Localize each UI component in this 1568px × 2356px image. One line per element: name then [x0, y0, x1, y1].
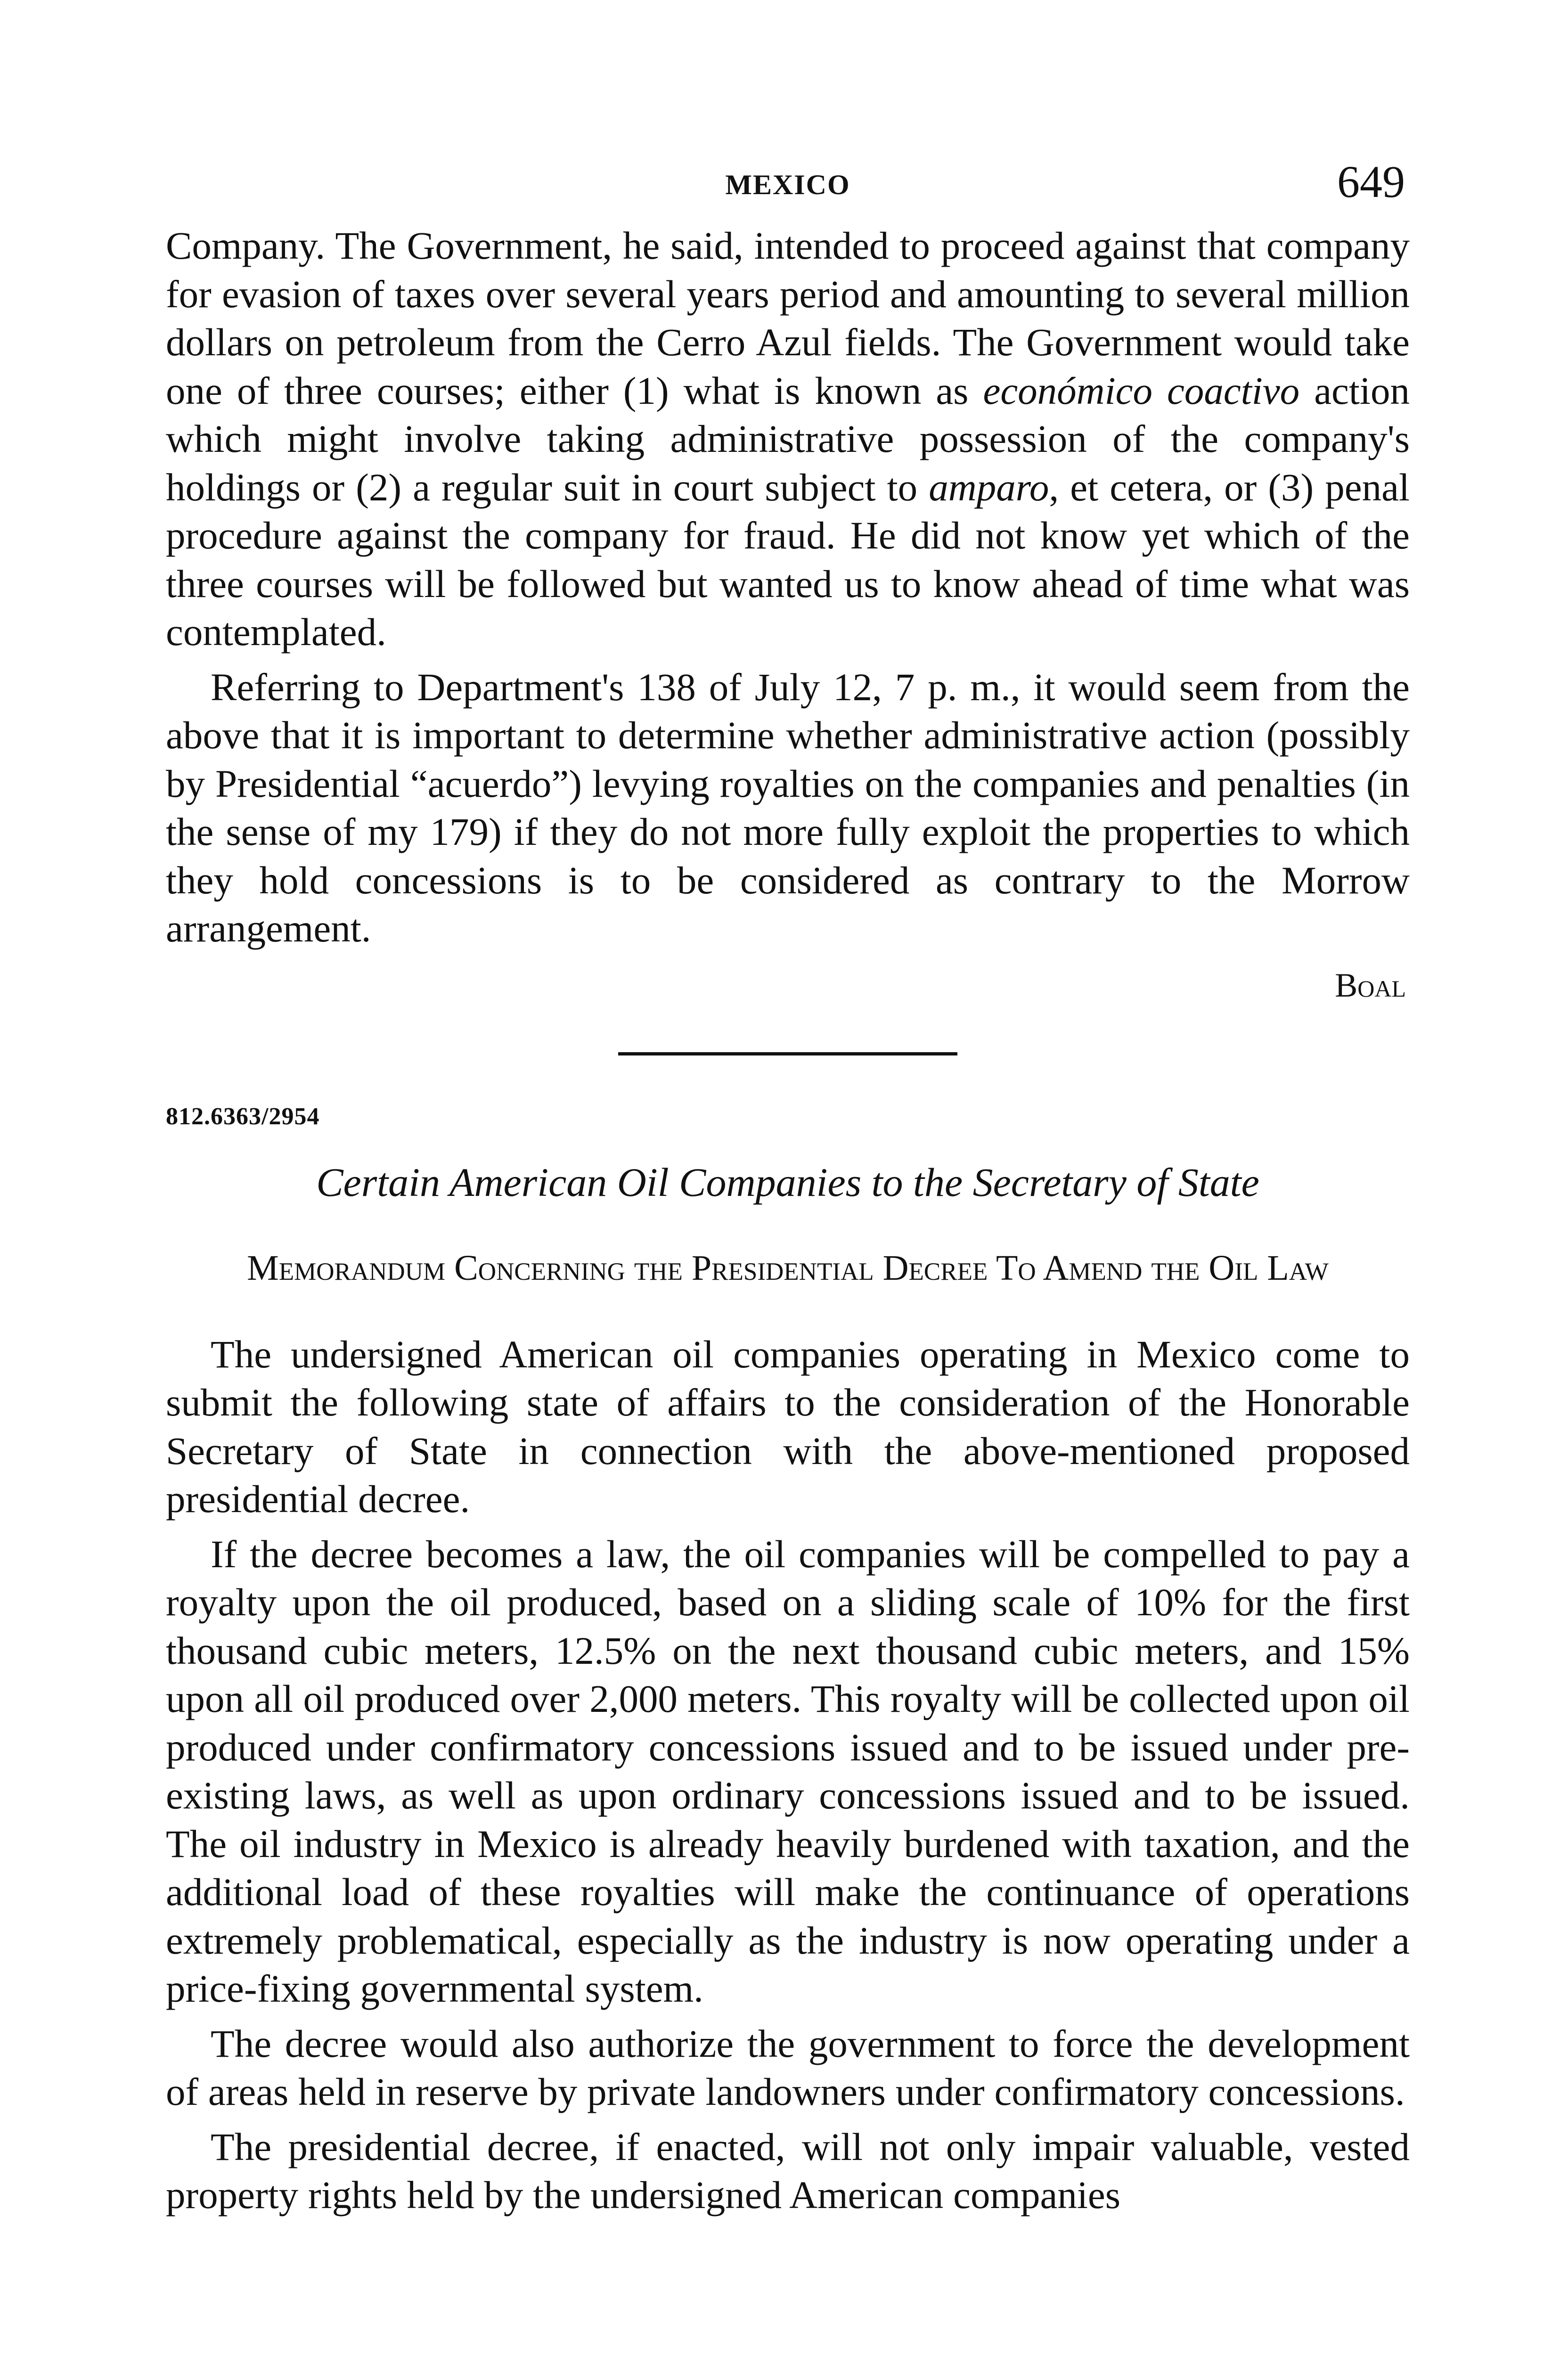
paragraph-text: , et cetera, or (3) penal procedure against the company for fraud. He did not know yet which of the three courses will be followed but wanted us to know ahead of time what was contemplated. — [166, 465, 1410, 654]
memo-paragraph: The undersigned American oil companies operating in Mexico come to submit the following state of affairs to the consideration of the Honorable Secretary of State in connection with the above-mentioned proposed presidential decree. — [166, 1332, 1410, 1521]
memo-paragraph: The decree would also authorize the government to force the development of areas held in reserve by private landowners under confirmatory concessions. — [166, 2021, 1410, 2113]
paragraph-text: action which might involve taking administrative possession of the company's holdings or (2) a regular suit in court subject to — [166, 368, 1410, 509]
running-header — [166, 155, 1410, 207]
paragraph-text: Company. The Government, he said, intended to proceed against that company for evasion of taxes over several years period and amounting to several million dollars on petroleum from the Cerro Azul fields. The Government would take one of three courses; either (1) what is known as — [166, 224, 1410, 412]
document-page — [166, 155, 1410, 2219]
italic-term: amparo — [929, 465, 1049, 509]
memo-paragraph: The presidential decree, if enacted, will not only impair valuable, vested property rights held by the undersigned American companies — [166, 2125, 1410, 2217]
signature: Boal — [1335, 966, 1406, 1004]
memo-paragraph: If the decree becomes a law, the oil companies will be compelled to pay a royalty upon the oil produced, based on a sliding scale of 10% for the first thousand cubic meters, 12.5% on the next thousand cubic meters, and 15% upon all oil produced over 2,000 meters. This royalty will be collected upon oil produced under confirmatory concessions issued and to be issued under pre-existing laws, as well as upon ordinary concessions issued and to be issued. The oil industry in Mexico is already heavily burdened with taxation, and the additional load of these royalties will make the continuance of operations extremely problematical, especially as the industry is now operating under a price-fixing governmental system. — [166, 1532, 1410, 2010]
running-title: MEXICO — [725, 169, 850, 200]
page-number: 649 — [1337, 156, 1405, 207]
italic-term: económico coactivo — [983, 368, 1300, 412]
section-divider — [618, 1052, 957, 1055]
memorandum-heading: Memorandum Concerning the Presidential Decree To Amend the Oil Law — [247, 1248, 1329, 1288]
body-paragraph: Referring to Department's 138 of July 12, 7 p. m., it would seem from the above that it is important to determine whether administrative action (possibly by Presidential “acuerdo”) levying royalties on the companies and penalties (in the sense of my 179) if they do not more fully exploit the properties to which they hold concessions is to be considered as contrary to the Morrow arrangement. — [166, 665, 1410, 950]
memorandum-body — [166, 1330, 1410, 2219]
continued-paragraph — [166, 221, 1410, 656]
file-number: 812.6363/2954 — [166, 1103, 320, 1130]
document-title: Certain American Oil Companies to the Secretary of State — [316, 1159, 1259, 1205]
